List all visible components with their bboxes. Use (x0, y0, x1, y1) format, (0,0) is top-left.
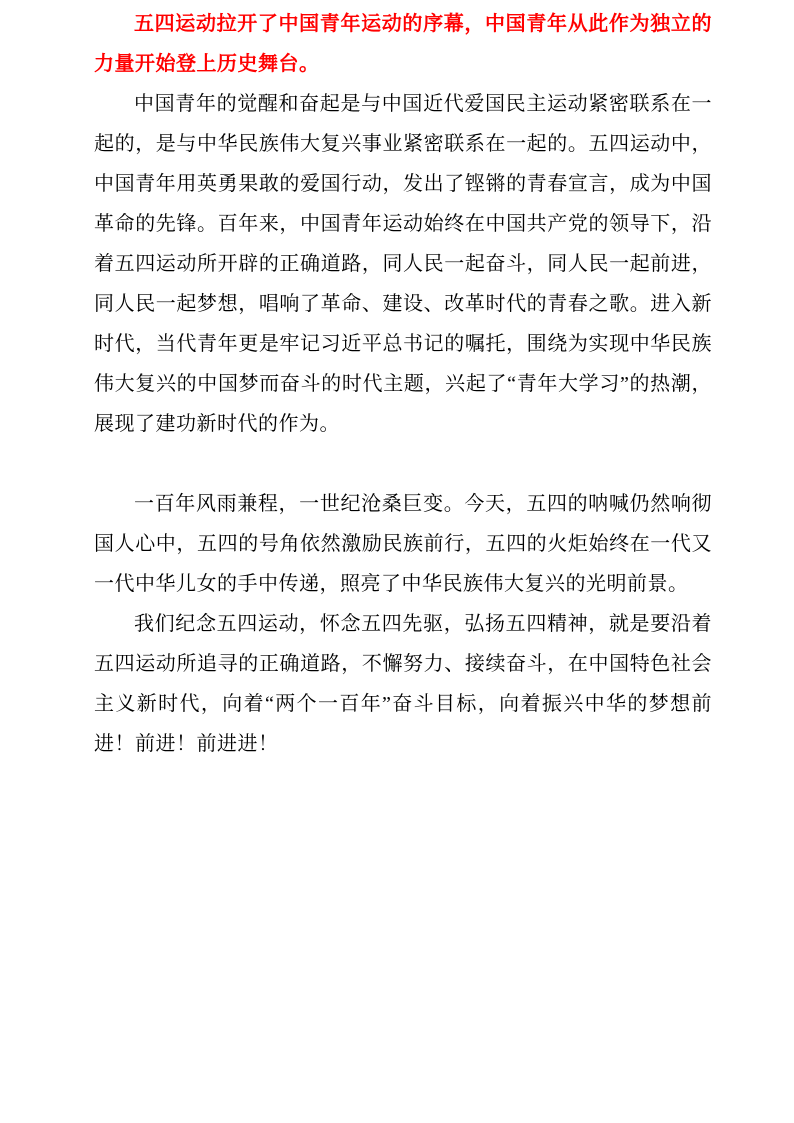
body-paragraph-1: 中国青年的觉醒和奋起是与中国近代爱国民主运动紧密联系在一起的，是与中华民族伟大复兴事业紧密联系在一起的。五四运动中，中国青年用英勇果敢的爱国行动，发出了铿锵的青春宣言，成为中国革命的先锋。百年来，中国青年运动始终在中国共产党的领导下，沿着五四运动所开辟的正确道路，同人民一起奋斗，同人民一起前进，同人民一起梦想，唱响了革命、建设、改革时代的青春之歌。进入新时代，当代青年更是牢记习近平总书记的嘱托，围绕为实现中华民族伟大复兴的中国梦而奋斗的时代主题，兴起了“青年大学习”的热潮，展现了建功新时代的作为。 (94, 93, 712, 435)
document-content (94, 4, 712, 764)
blank-line-spacer (94, 444, 712, 484)
body-paragraph-2: 一百年风雨兼程，一世纪沧桑巨变。今天，五四的呐喊仍然响彻国人心中，五四的号角依然激励民族前行，五四的火炬始终在一代又一代中华儿女的手中传递，照亮了中华民族伟大复兴的光明前景。 (94, 493, 712, 595)
heading-paragraph: 五四运动拉开了中国青年运动的序幕，中国青年从此作为独立的力量开始登上历史舞台。 (94, 13, 712, 75)
body-paragraph-3: 我们纪念五四运动，怀念五四先驱，弘扬五四精神，就是要沿着五四运动所追寻的正确道路，不懈努力、接续奋斗，在中国特色社会主义新时代，向着“两个一百年”奋斗目标，向着振兴中华的梦想前进！前进！前进进！ (94, 613, 712, 755)
